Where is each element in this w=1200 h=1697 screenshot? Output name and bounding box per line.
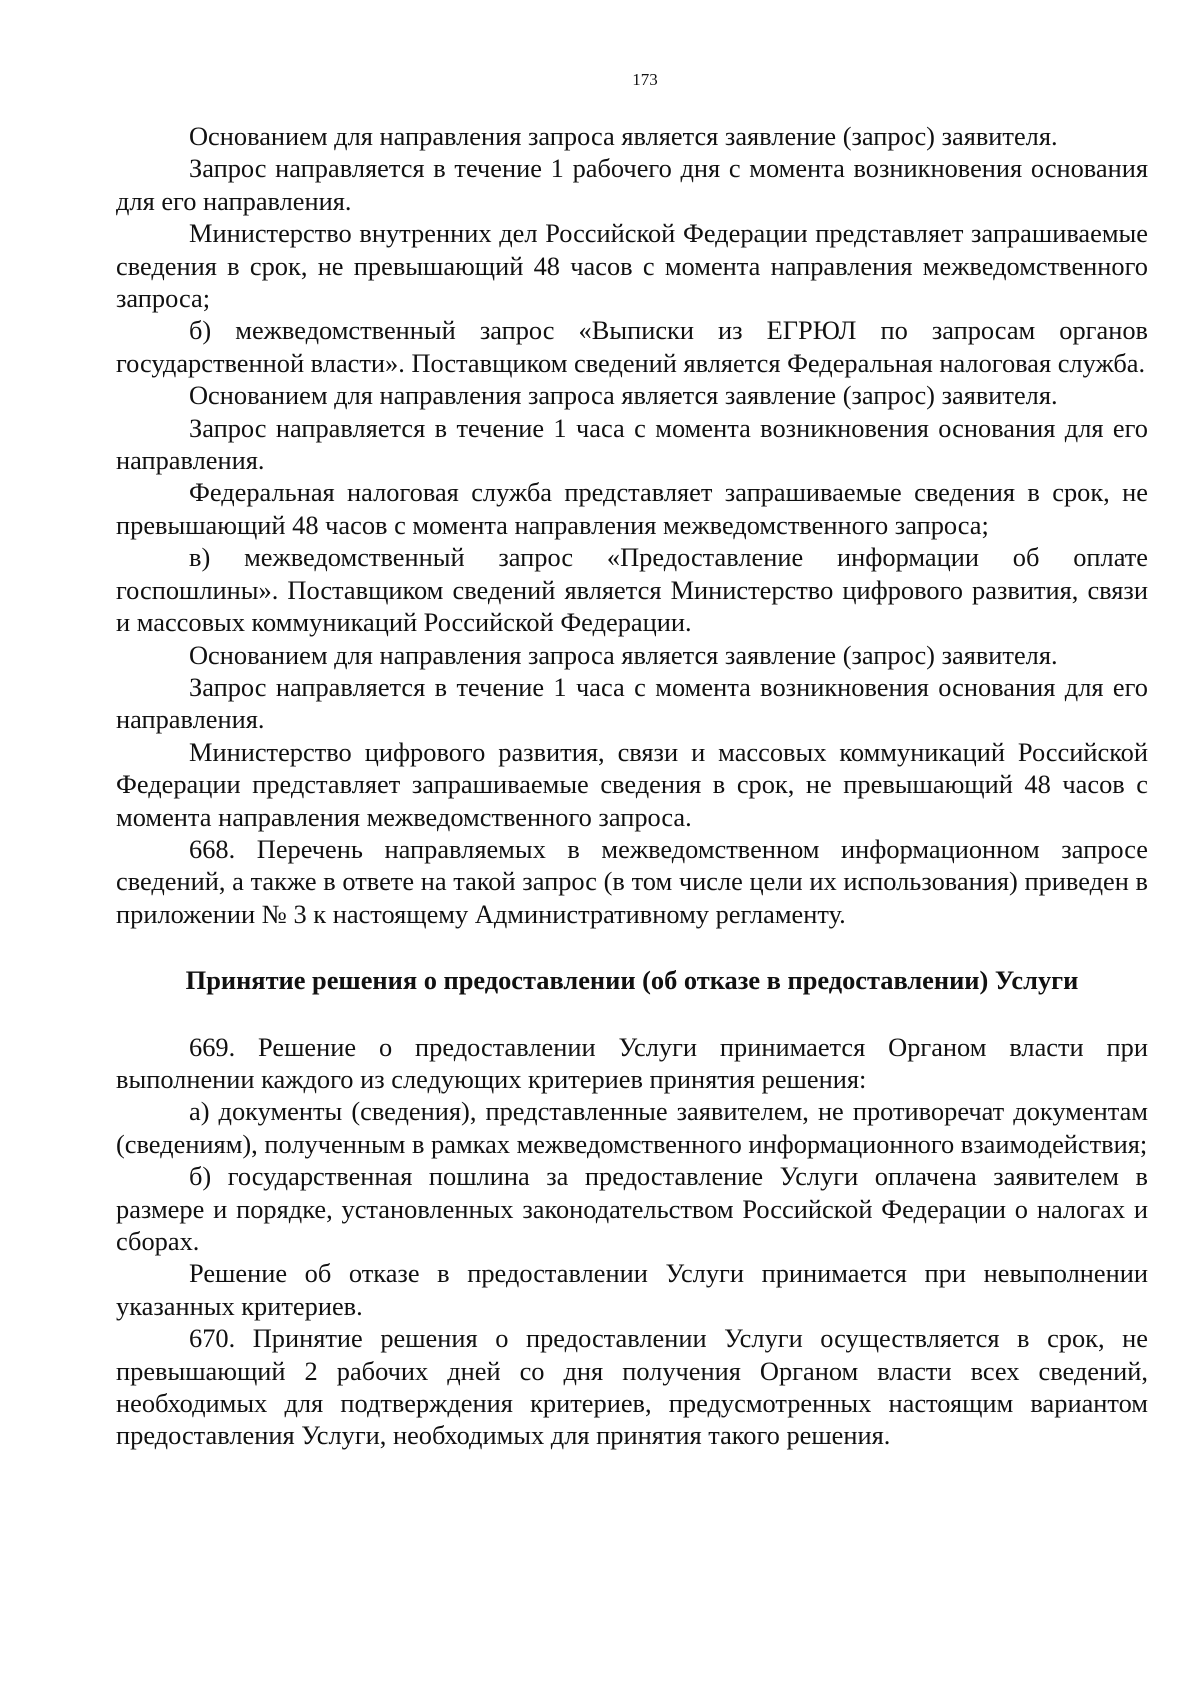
paragraph: б) государственная пошлина за предоставление Услуги оплачена заявителем в размере и порядке, установленных законодательством Российской Федерации о налогах и сборах. [116, 1161, 1148, 1256]
paragraph: Запрос направляется в течение 1 часа с момента возникновения основания для его направления. [116, 412, 1148, 476]
paragraph: Основанием для направления запроса является заявление (запрос) заявителя. [189, 121, 1058, 151]
section-heading: Принятие решения о предоставлении (об отказе в предоставлении) Услуги [185, 965, 1079, 996]
page-number: 173 [632, 70, 658, 89]
paragraph: 670. Принятие решения о предоставлении Услуги осуществляется в срок, не превышающий 2 рабочих дней со дня получения Органом власти всех сведений, необходимых для подтверждения критериев, предусмотренных настоящим вариантом предоставления Услуги, необходимых для принятия такого решения. [116, 1323, 1148, 1451]
paragraph: Министерство цифрового развития, связи и массовых коммуникаций Российской Федерации представляет запрашиваемые сведения в срок, не превышающий 48 часов с момента направления межведомственного запроса. [116, 736, 1148, 832]
paragraph: Министерство внутренних дел Российской Федерации представляет запрашиваемые сведения в срок, не превышающий 48 часов с момента направления межведомственного запроса; [116, 218, 1148, 314]
paragraph: Запрос направляется в течение 1 рабочего дня с момента возникновения основания для его направления. [116, 153, 1148, 216]
paragraph: Федеральная налоговая служба представляет запрашиваемые сведения в срок, не превышающий 48 часов с момента направления межведомственного запроса; [116, 477, 1148, 540]
paragraph: Запрос направляется в течение 1 часа с момента возникновения основания для его направления. [116, 671, 1148, 735]
paragraph: а) документы (сведения), представленные заявителем, не противоречат документам (сведениям), полученным в рамках межведомственного информационного взаимодействия; [116, 1096, 1148, 1159]
paragraph: 668. Перечень направляемых в межведомственном информационном запросе сведений, а также в ответе на такой запрос (в том числе цели их использования) приведен в приложении № 3 к настоящему Административному регламенту. [116, 833, 1148, 929]
paragraph: б) межведомственный запрос «Выписки из ЕГРЮЛ по запросам органов государственной власти». Поставщиком сведений является Федеральная налоговая служба. [116, 315, 1148, 378]
paragraph: Решение об отказе в предоставлении Услуги принимается при невыполнении указанных критериев. [116, 1258, 1148, 1321]
paragraph: Основанием для направления запроса является заявление (запрос) заявителя. [189, 639, 1058, 670]
paragraph: Основанием для направления запроса является заявление (запрос) заявителя. [189, 380, 1058, 411]
paragraph: 669. Решение о предоставлении Услуги принимается Органом власти при выполнении каждого из следующих критериев принятия решения: [116, 1031, 1148, 1094]
document-body [116, 120, 1148, 1452]
paragraph: в) межведомственный запрос «Предоставление информации об оплате госпошлины». Поставщиком сведений является Министерство цифрового развития, связи и массовых коммуникаций Российской Федерации. [116, 542, 1148, 638]
